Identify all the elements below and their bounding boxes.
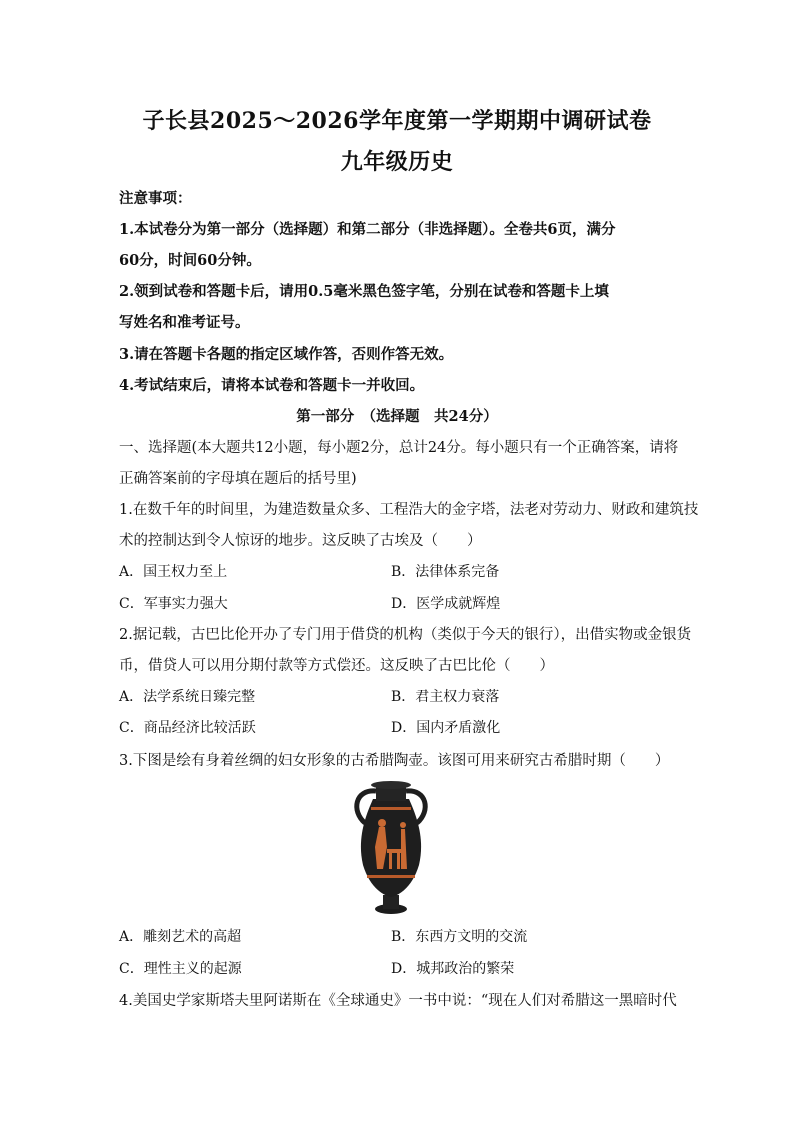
notice-line: 写姓名和准考证号。 bbox=[119, 314, 250, 331]
question-4-stem: 4.美国史学家斯塔夫里阿诺斯在《全球通史》一书中说：“现在人们对希腊这一黑暗时代 bbox=[119, 993, 677, 1009]
question-2-stem: 币，借贷人可以用分期付款等方式偿还。这反映了古巴比伦（ ） bbox=[119, 658, 554, 674]
part1-heading: 第一部分 （选择题 共24分） bbox=[296, 408, 498, 425]
question-3-stem: 3.下图是绘有身着丝绸的妇女形象的古希腊陶壶。该图可用来研究古希腊时期（ ） bbox=[119, 753, 670, 769]
notice-line: 2.领到试卷和答题卡后，请用0.5毫米黑色签字笔，分别在试卷和答题卡上填 bbox=[119, 283, 609, 300]
section-intro: 正确答案前的字母填在题后的括号里) bbox=[119, 471, 357, 487]
greek-vase-image bbox=[343, 777, 439, 915]
notice-line: 1.本试卷分为第一部分（选择题）和第二部分（非选择题）。全卷共6页，满分 bbox=[119, 221, 616, 238]
question-2-option-c: C．商品经济比较活跃 bbox=[119, 720, 256, 736]
question-1-stem: 术的控制达到令人惊讶的地步。这反映了古埃及（ ） bbox=[119, 533, 482, 549]
question-1-option-b: B．法律体系完备 bbox=[391, 564, 500, 580]
question-3-option-d: D．城邦政治的繁荣 bbox=[391, 961, 515, 977]
notice-line: 3.请在答题卡各题的指定区域作答，否则作答无效。 bbox=[119, 346, 454, 363]
question-1-stem: 1.在数千年的时间里，为建造数量众多、工程浩大的金字塔，法老对劳动力、财政和建筑技 bbox=[119, 502, 699, 518]
question-3-option-c: C．理性主义的起源 bbox=[119, 961, 242, 977]
notice-line: 4.考试结束后，请将本试卷和答题卡一并收回。 bbox=[119, 377, 425, 394]
question-1-option-a: A．国王权力至上 bbox=[119, 564, 228, 580]
question-3-option-b: B．东西方文明的交流 bbox=[391, 929, 528, 945]
question-1-option-d: D．医学成就辉煌 bbox=[391, 596, 501, 612]
exam-subtitle: 九年级历史 bbox=[340, 149, 454, 175]
exam-title: 子长县2025～2026学年度第一学期期中调研试卷 bbox=[142, 108, 652, 134]
question-1-option-c: C．军事实力强大 bbox=[119, 596, 228, 612]
question-3-option-a: A．雕刻艺术的高超 bbox=[119, 929, 242, 945]
notice-heading: 注意事项： bbox=[119, 190, 192, 207]
section-intro: 一、选择题(本大题共12小题，每小题2分，总计24分。每小题只有一个正确答案，请将 bbox=[119, 440, 679, 456]
notice-line: 60分，时间60分钟。 bbox=[119, 252, 261, 269]
question-2-stem: 2.据记载，古巴比伦开办了专门用于借贷的机构（类似于今天的银行），出借实物或金银货 bbox=[119, 627, 692, 643]
question-2-option-b: B．君主权力衰落 bbox=[391, 689, 500, 705]
question-2-option-a: A．法学系统日臻完整 bbox=[119, 689, 256, 705]
question-2-option-d: D．国内矛盾激化 bbox=[391, 720, 501, 736]
